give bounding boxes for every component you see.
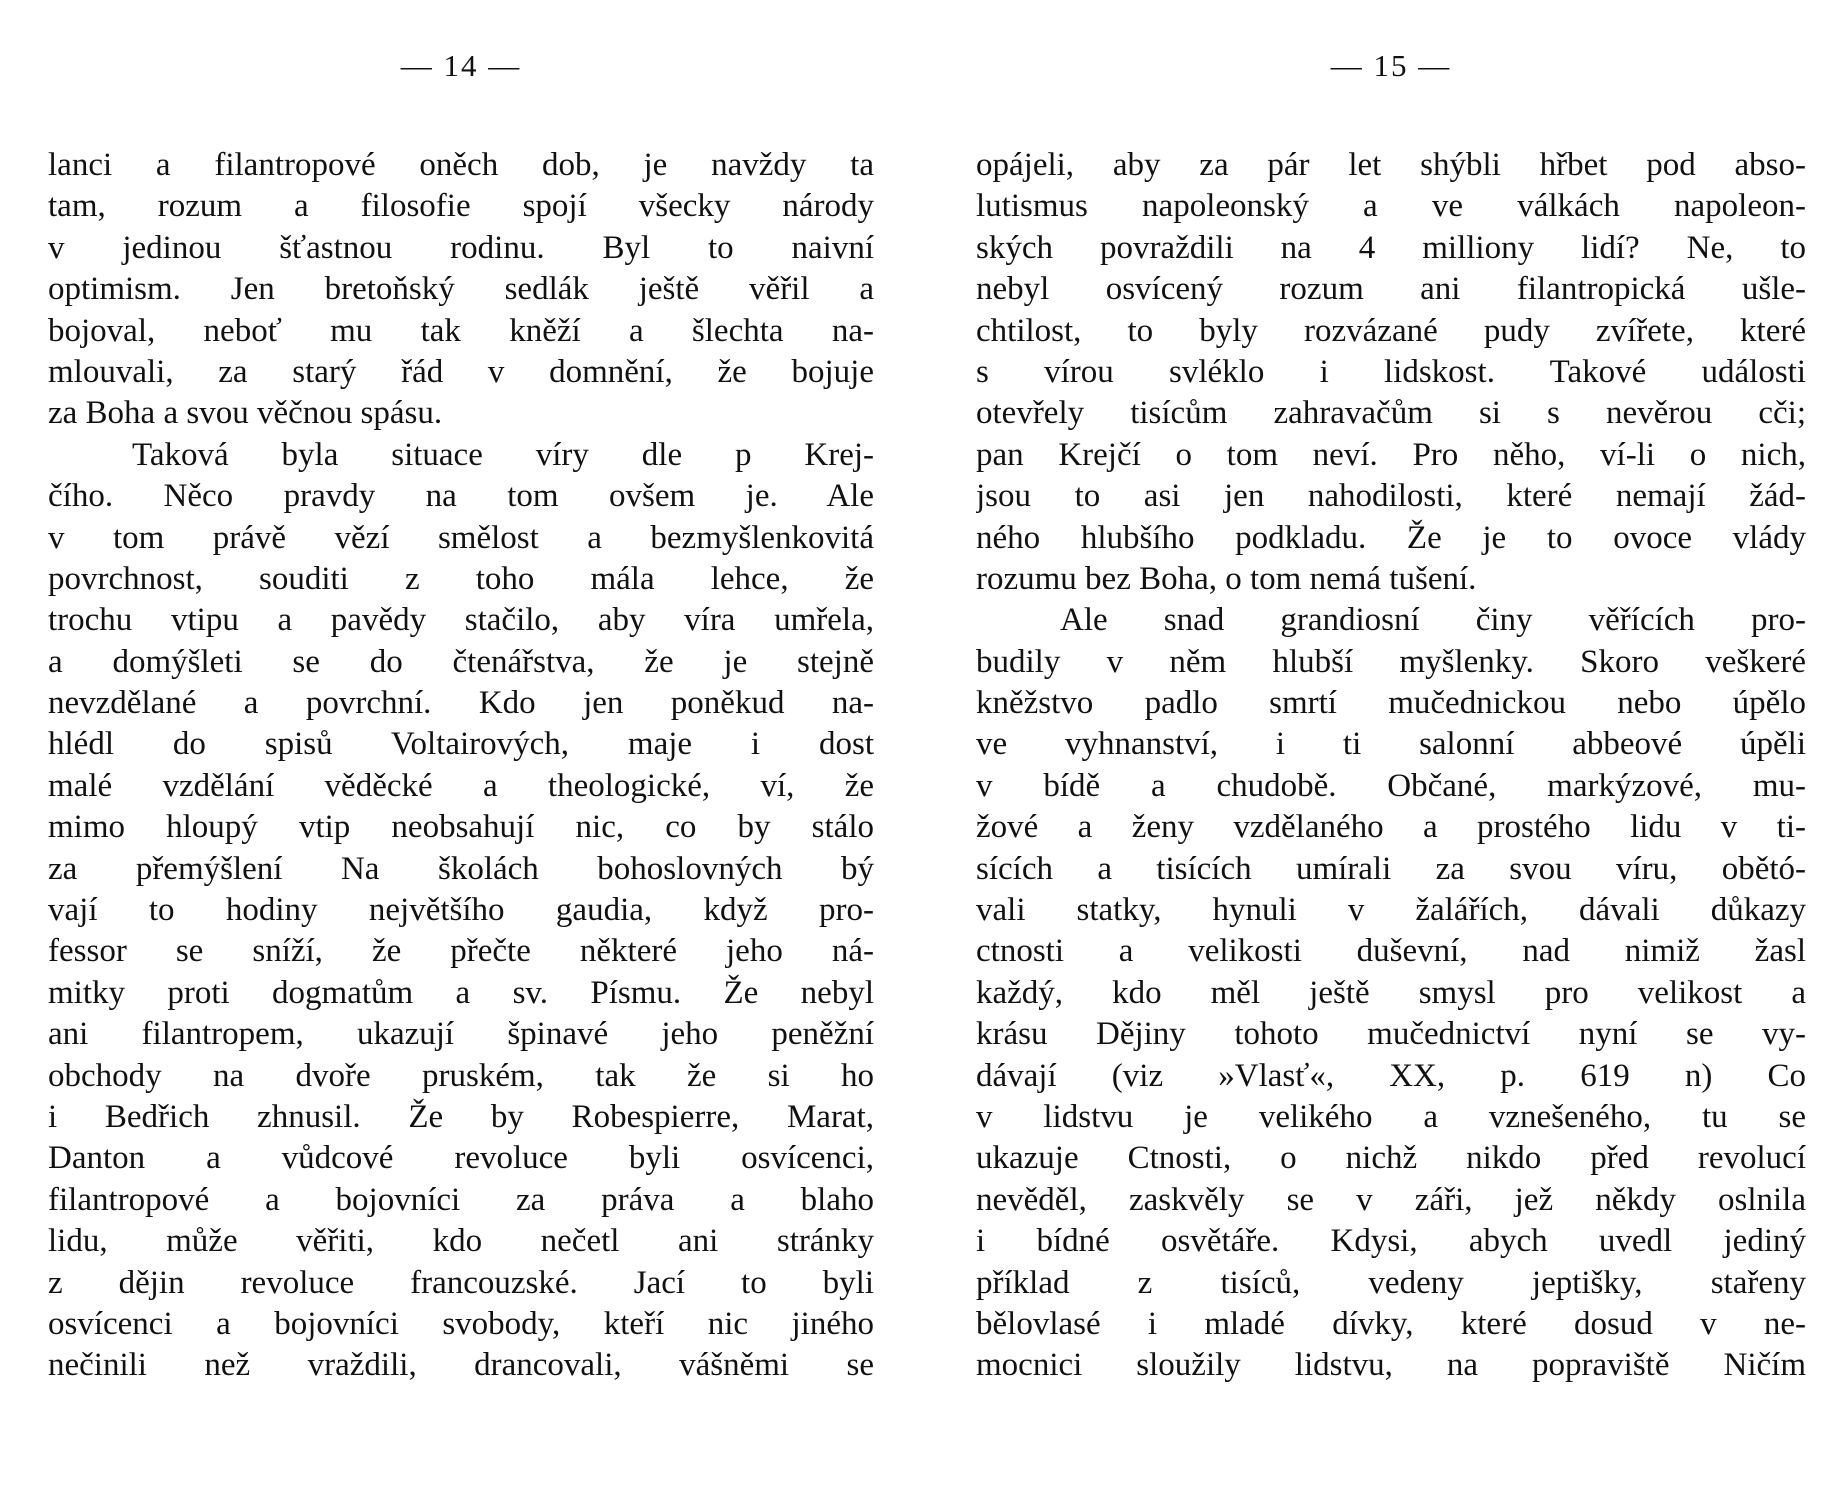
text-line: s vírou svléklo i lidskost. Takové události — [976, 353, 1806, 390]
text-line: příklad z tisíců, vedeny jeptišky, stařeny — [976, 1264, 1806, 1301]
text-line: ukazuje Ctnosti, o nichž nikdo před revolucí — [976, 1140, 1806, 1177]
text-line: bělovlasé i mladé dívky, které dosud v ne- — [976, 1305, 1806, 1342]
text-line: pan Krejčí o tom neví. Pro něho, ví-li o nich, — [976, 436, 1806, 473]
text-line: mlouvali, za starý řád v domnění, že bojuje — [48, 353, 874, 390]
text-line: lutismus napoleonský a ve válkách napoleon- — [976, 188, 1806, 225]
text-line: v tom právě vězí smělost a bezmyšlenkovitá — [48, 519, 874, 556]
page-number-right: — 15 — — [1330, 48, 1452, 83]
text-line: sících a tisících umírali za svou víru, obětó- — [976, 850, 1806, 887]
text-line: dávají (viz »Vlasť«, XX, p. 619 n) Co — [976, 1057, 1806, 1094]
text-line: i bídné osvětáře. Kdysi, abych uvedl jediný — [976, 1223, 1806, 1260]
text-line: bojoval, neboť mu tak kněží a šlechta na- — [48, 312, 874, 349]
text-line: jsou to asi jen nahodilosti, které nemají žád- — [976, 478, 1806, 515]
text-line: nečinili než vraždili, drancovali, vášněmi se — [48, 1347, 874, 1384]
text-line: Ale snad grandiosní činy věřících pro- — [1060, 602, 1806, 639]
text-line: nebyl osvícený rozum ani filantropická ušle- — [976, 271, 1806, 308]
text-line: mitky proti dogmatům a sv. Písmu. Že nebyl — [48, 974, 874, 1011]
text-line: každý, kdo měl ještě smysl pro velikost a — [976, 974, 1806, 1011]
text-line: ských povraždili na 4 milliony lidí? Ne, to — [976, 229, 1806, 266]
page-number-left: — 14 — — [400, 48, 522, 83]
text-line: otevřely tisícům zahravačům si s nevěrou cči; — [976, 395, 1806, 432]
text-line: za Boha a svou věčnou spásu. — [48, 395, 443, 432]
text-line: filantropové a bojovníci za práva a blaho — [48, 1181, 874, 1218]
text-line: obchody na dvoře pruském, tak že si ho — [48, 1057, 874, 1094]
text-line: Danton a vůdcové revoluce byli osvícenci, — [48, 1140, 874, 1177]
text-line: rozumu bez Boha, o tom nemá tušení. — [976, 560, 1477, 597]
text-line: mimo hloupý vtip neobsahují nic, co by stálo — [48, 809, 874, 846]
text-line: fessor se sníží, že přečte některé jeho ná- — [48, 933, 874, 970]
text-line: v bídě a chudobě. Občané, markýzové, mu- — [976, 767, 1806, 804]
text-line: a domýšleti se do čtenářstva, že je stejně — [48, 643, 874, 680]
text-line: optimism. Jen bretoňský sedlák ještě věřil a — [48, 271, 874, 308]
text-line: chtilost, to byly rozvázané pudy zvířete, které — [976, 312, 1806, 349]
text-line: nevěděl, zaskvěly se v záři, jež někdy oslnila — [976, 1181, 1806, 1218]
text-line: hlédl do spisů Voltairových, maje i dost — [48, 726, 874, 763]
left-page-text — [48, 145, 874, 1387]
right-page-text — [976, 145, 1806, 1387]
text-line: malé vzdělání věděcké a theologické, ví, že — [48, 767, 874, 804]
text-line: ani filantropem, ukazují špinavé jeho peněžní — [48, 1016, 874, 1053]
text-line: ctnosti a velikosti duševní, nad nimiž žasl — [976, 933, 1806, 970]
text-line: čího. Něco pravdy na tom ovšem je. Ale — [48, 478, 874, 515]
text-line: ného hlubšího podkladu. Že je to ovoce vlády — [976, 519, 1806, 556]
text-line: vají to hodiny největšího gaudia, když pro- — [48, 892, 874, 929]
text-line: kněžstvo padlo smrtí mučednickou nebo úpělo — [976, 685, 1806, 722]
text-line: Taková byla situace víry dle p Krej- — [132, 436, 874, 473]
text-line: povrchnost, souditi z toho mála lehce, že — [48, 560, 874, 597]
text-line: opájeli, aby za pár let shýbli hřbet pod abso- — [976, 147, 1806, 183]
text-line: ve vyhnanství, i ti salonní abbeové úpěli — [976, 726, 1806, 763]
text-line: žové a ženy vzdělaného a prostého lidu v ti- — [976, 809, 1806, 846]
text-line: v lidstvu je velikého a vznešeného, tu se — [976, 1098, 1806, 1135]
text-line: lidu, může věřiti, kdo nečetl ani stránky — [48, 1223, 874, 1260]
text-line: trochu vtipu a pavědy stačilo, aby víra umřela, — [48, 602, 874, 639]
text-line: nevzdělané a povrchní. Kdo jen poněkud na- — [48, 685, 874, 722]
text-line: v jedinou šťastnou rodinu. Byl to naivní — [48, 229, 874, 266]
text-line: vali statky, hynuli v žalářích, dávali důkazy — [976, 892, 1806, 929]
left-page — [48, 0, 874, 1500]
text-line: z dějin revoluce francouzské. Jací to byli — [48, 1264, 874, 1301]
text-line: mocnici sloužily lidstvu, na popraviště Ničím — [976, 1347, 1806, 1384]
text-line: i Bedřich zhnusil. Že by Robespierre, Marat, — [48, 1098, 874, 1135]
text-line: budily v něm hlubší myšlenky. Skoro veškeré — [976, 643, 1806, 680]
text-line: za přemýšlení Na školách bohoslovných bý — [48, 850, 874, 887]
text-line: tam, rozum a filosofie spojí všecky národy — [48, 188, 874, 225]
text-line: osvícenci a bojovníci svobody, kteří nic jiného — [48, 1305, 874, 1342]
right-page — [976, 0, 1806, 1500]
text-line: krásu Dějiny tohoto mučednictví nyní se vy- — [976, 1016, 1806, 1053]
text-line: lanci a filantropové oněch dob, je navždy ta — [48, 147, 874, 183]
